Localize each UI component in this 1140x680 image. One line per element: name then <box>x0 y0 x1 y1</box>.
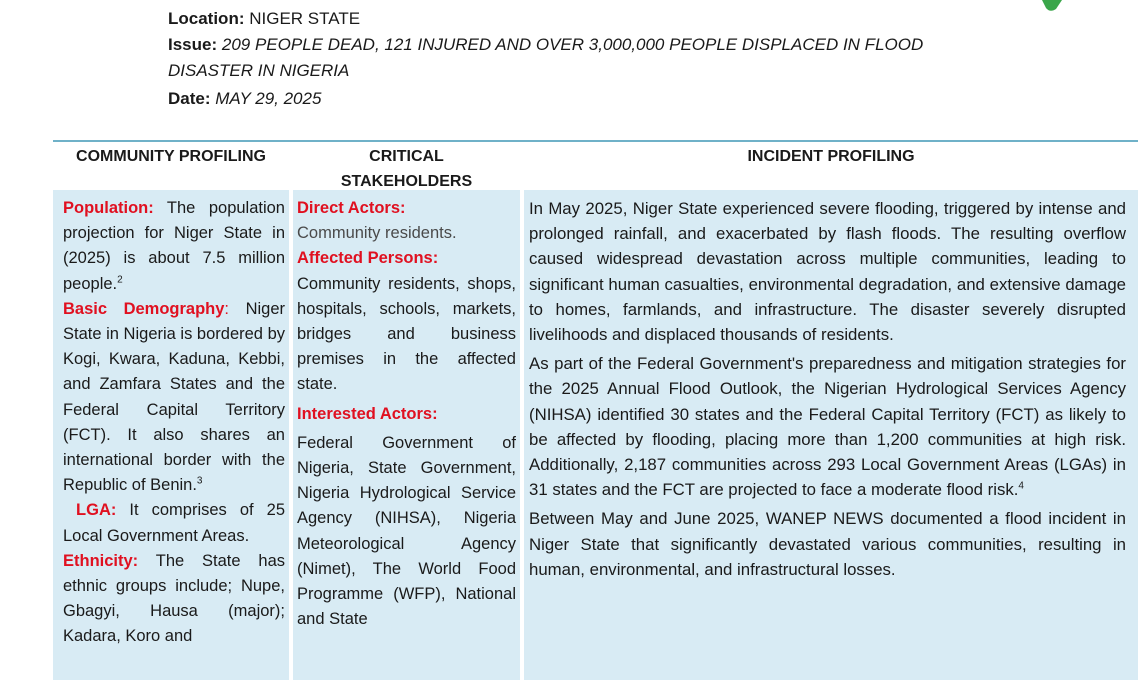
location-line <box>168 6 1068 32</box>
report-meta <box>168 6 1068 112</box>
location-label: Location: <box>168 9 245 28</box>
lga-label: LGA: <box>76 501 117 520</box>
population-text: The population projection for Niger State in (2025) is about 7.5 million people. <box>63 199 285 293</box>
interested-actors-text: Federal Government of Nigeria, State Government, Nigeria Hydrological Service Agency (NIHSA), Nigeria Meteorological Agency (Nimet), The World Food Programme (WFP), National and State <box>297 433 516 629</box>
issue-line <box>168 32 1068 58</box>
interested-actors-label: Interested Actors: <box>297 404 438 423</box>
community-profiling-cell <box>53 190 289 680</box>
location-value: NIGER STATE <box>249 9 361 28</box>
lga-paragraph <box>63 498 285 548</box>
header-community-profiling: COMMUNITY PROFILING <box>76 148 266 165</box>
header-incident-profiling: INCIDENT PROFILING <box>747 148 915 165</box>
issue-value-line1: 209 PEOPLE DEAD, 121 INJURED AND OVER 3,000,000 PEOPLE DISPLACED IN FLOOD <box>221 35 924 54</box>
date-label: Date: <box>168 89 211 108</box>
issue-label: Issue: <box>168 35 218 54</box>
demography-text: Niger State in Nigeria is bordered by Kogi, Kwara, Kaduna, Kebbi, and Zamfara States and the Federal Capital Territory (FCT). It also shares an international border with the Republic of Benin. <box>63 299 285 495</box>
ethnicity-label: Ethnicity: <box>63 551 139 570</box>
ethnicity-text: The State has ethnic groups include; Nupe, Gbagyi, Hausa (major); Kadara, Koro and <box>63 551 285 646</box>
incident-paragraph-2: As part of the Federal Government's preparedness and mitigation strategies for the 2025 Annual Flood Outlook, the Nigerian Hydrological Services Agency (NIHSA) identified 30 states and the Federal Capital Territory (FCT) as likely to be affected by flooding, placing more than 1,200 communities at high risk. Additionally, 2,187 communities across 293 Local Government Areas (LGAs) in 31 states and the FCT are projected to face a moderate flood risk.$^4$ <box>529 354 1126 500</box>
incident-profiling-cell <box>524 190 1138 680</box>
population-footnote-ref: 2 <box>117 274 123 286</box>
incident-footnote-ref: 4 <box>1018 480 1024 492</box>
direct-actors-text: Community residents. <box>297 224 457 243</box>
demography-label: Basic Demography <box>63 299 225 318</box>
lga-text: It comprises of 25 Local Government Areas. <box>63 501 285 545</box>
demography-paragraph: Basic Demography: Niger State in Nigeria is bordered by Kogi, Kwara, Kaduna, Kebbi, and Zamfara States and the Federal Capital Territory (FCT). It also shares an international border with the Republic of Benin.$^3$ <box>63 299 285 495</box>
profiling-table <box>53 140 1138 680</box>
table-top-rule <box>53 140 1138 142</box>
affected-persons-label: Affected Persons: <box>297 249 439 268</box>
population-label: Population: <box>63 199 154 217</box>
incident-paragraph-3: Between May and June 2025, WANEP NEWS documented a flood incident in Niger State that significantly devastated various communities, resulting in human, environmental, and infrastructural losses. <box>529 509 1126 579</box>
date-line <box>168 86 1068 112</box>
date-value: MAY 29, 2025 <box>215 89 322 108</box>
incident-paragraph-1: In May 2025, Niger State experienced severe flooding, triggered by intense and prolonged rainfall, and exacerbated by flash floods. The resulting overflow caused widespread devastation across multiple communities, leading to significant human casualties, environmental degradation, and extensive damage to homes, farmlands, and infrastructure. The disaster severely disrupted livelihoods and displaced thousands of residents. <box>529 199 1126 345</box>
demography-footnote-ref: 3 <box>196 475 203 487</box>
direct-actors-label: Direct Actors: <box>297 199 406 217</box>
issue-value-line2: DISASTER IN NIGERIA <box>168 61 350 80</box>
header-critical-stakeholders: CRITICAL STAKEHOLDERS <box>340 148 473 190</box>
affected-persons-text: Community residents, shops, hospitals, schools, markets, bridges and business premises in the affected state. <box>297 274 516 394</box>
critical-stakeholders-cell <box>293 190 520 680</box>
population-paragraph <box>63 196 285 297</box>
ethnicity-paragraph <box>63 549 285 650</box>
